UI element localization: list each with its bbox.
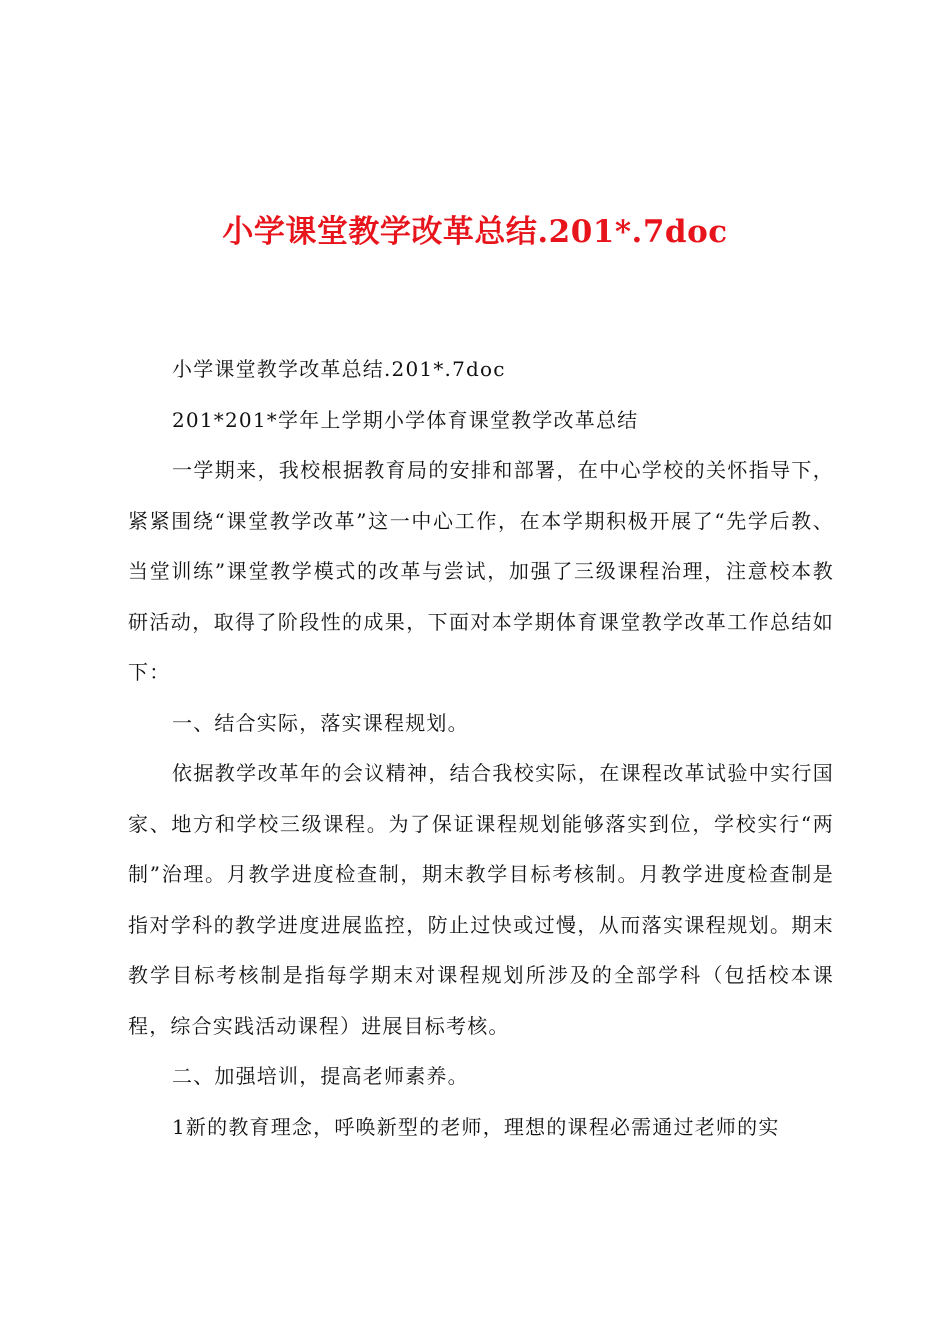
section-heading-1: 一、结合实际，落实课程规划。 — [172, 710, 469, 735]
document-title: 小学课堂教学改革总结.201*.7doc — [222, 214, 728, 250]
document-body — [128, 344, 834, 1152]
paragraph-subtitle-repeat: 小学课堂教学改革总结.201*.7doc — [172, 357, 506, 381]
section-heading-2: 二、加强培训，提高老师素养。 — [172, 1064, 469, 1088]
paragraph-section-1: 依据教学改革年的会议精神，结合我校实际，在课程改革试验中实行国家、地方和学校三级课程。为了保证课程规划能够落实到位，学校实行“两制”治理。月教学进度检查制，期末教学目标考核制。月教学进度检查制是指对学科的教学进度进展监控，防止过快或过慢，从而落实课程规划。期末教学目标考核制是指每学期末对课程规划所涉及的全部学科（包括校本课程，综合实践活动课程）进展目标考核。 — [128, 761, 834, 1038]
paragraph-report-heading: 201*201*学年上学期小学体育课堂教学改革总结 — [172, 407, 639, 432]
paragraph-intro: 一学期来，我校根据教育局的安排和部署，在中心学校的关怀指导下，紧紧围绕“课堂教学改革”这一中心工作，在本学期积极开展了“先学后教、当堂训练”课堂教学模式的改革与尝试，加强了三级课程治理，注意校本教研活动，取得了阶段性的成果，下面对本学期体育课堂教学改革工作总结如下： — [128, 458, 834, 684]
paragraph-section-2-start: 1新的教育理念，呼唤新型的老师，理想的课程必需通过老师的实 — [172, 1114, 780, 1139]
